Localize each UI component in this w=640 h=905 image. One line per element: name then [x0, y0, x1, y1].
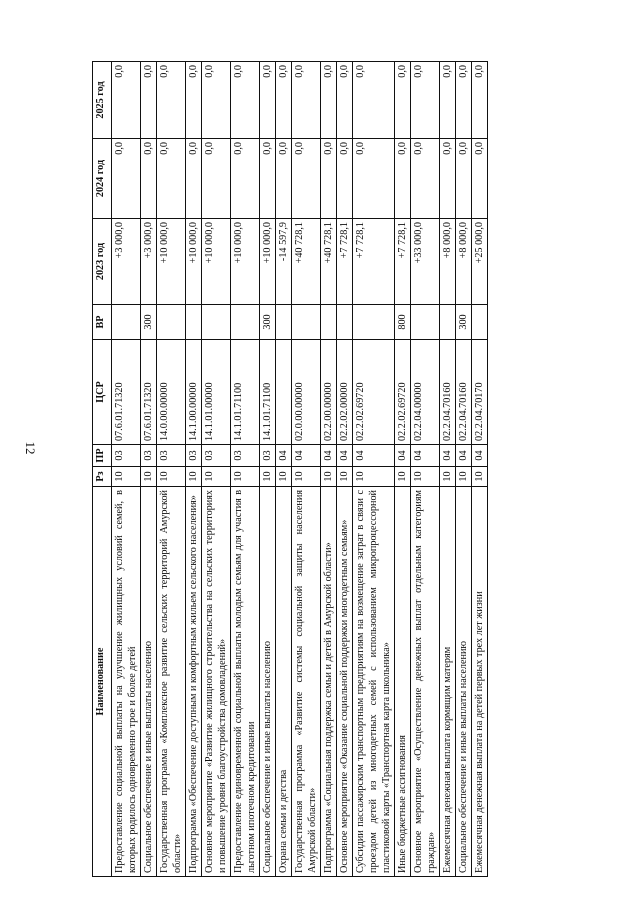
cell-2025: 0,0 [112, 62, 141, 139]
cell-pr: 04 [276, 445, 292, 467]
cell-vr: 300 [456, 305, 472, 340]
cell-pr: 04 [337, 445, 353, 467]
cell-name: Ежемесячная денежная выплата на детей первых трех лет жизни [472, 487, 488, 877]
header-2025: 2025 год [93, 62, 112, 139]
cell-csr: 14.1.01.71100 [231, 340, 260, 445]
table-body [112, 62, 488, 877]
cell-name: Ежемесячная денежная выплата кормящим матерям [440, 487, 456, 877]
cell-csr: 02.2.04.70160 [440, 340, 456, 445]
cell-csr: 14.1.01.71100 [260, 340, 276, 445]
table-row [231, 62, 260, 877]
cell-2024: 0,0 [141, 139, 157, 219]
cell-2023: +40 728,1 [321, 219, 337, 305]
cell-rz: 10 [157, 467, 186, 487]
table-row [472, 62, 488, 877]
cell-csr: 14.1.01.00000 [202, 340, 231, 445]
cell-csr: 02.2.00.00000 [321, 340, 337, 445]
cell-name: Субсидии пассажирским транспортным предприятиям на возмещение затрат в связи с проездом детей из многодетных семей с использованием микропроцессорной пластиковой карты «Транспортная карта школьника» [353, 487, 395, 877]
cell-2023: +10 000,0 [202, 219, 231, 305]
cell-2023: +8 000,0 [440, 219, 456, 305]
table-header-row [93, 62, 112, 877]
cell-name: Охрана семьи и детства [276, 487, 292, 877]
cell-vr [337, 305, 353, 340]
cell-2023: +8 000,0 [456, 219, 472, 305]
cell-2025: 0,0 [440, 62, 456, 139]
cell-vr [440, 305, 456, 340]
cell-rz: 10 [472, 467, 488, 487]
cell-2025: 0,0 [157, 62, 186, 139]
cell-2025: 0,0 [276, 62, 292, 139]
cell-vr [411, 305, 440, 340]
cell-name: Социальное обеспечение и иные выплаты населению [141, 487, 157, 877]
cell-name: Подпрограмма «Социальная поддержка семьи и детей в Амурской области» [321, 487, 337, 877]
cell-pr: 03 [141, 445, 157, 467]
table-row [157, 62, 186, 877]
table-row [321, 62, 337, 877]
cell-csr: 02.2.02.69720 [395, 340, 411, 445]
cell-rz: 10 [395, 467, 411, 487]
cell-2024: 0,0 [440, 139, 456, 219]
cell-2025: 0,0 [260, 62, 276, 139]
budget-table [92, 61, 488, 877]
cell-rz: 10 [353, 467, 395, 487]
cell-name: Государственная программа «Развитие системы социальной защиты населения Амурской области» [292, 487, 321, 877]
cell-2024: 0,0 [472, 139, 488, 219]
table-row [202, 62, 231, 877]
header-vr: ВР [93, 305, 112, 340]
cell-rz: 10 [141, 467, 157, 487]
cell-pr: 04 [456, 445, 472, 467]
table-row [411, 62, 440, 877]
cell-csr: 02.2.02.00000 [337, 340, 353, 445]
cell-2025: 0,0 [353, 62, 395, 139]
cell-2025: 0,0 [321, 62, 337, 139]
cell-rz: 10 [440, 467, 456, 487]
cell-csr: 07.6.01.71320 [141, 340, 157, 445]
cell-rz: 10 [260, 467, 276, 487]
cell-2024: 0,0 [321, 139, 337, 219]
cell-2023: +10 000,0 [186, 219, 202, 305]
table-row [456, 62, 472, 877]
cell-rz: 10 [276, 467, 292, 487]
cell-rz: 10 [292, 467, 321, 487]
cell-vr [321, 305, 337, 340]
table-row [395, 62, 411, 877]
cell-pr: 03 [157, 445, 186, 467]
cell-vr [231, 305, 260, 340]
cell-2023: +3 000,0 [112, 219, 141, 305]
cell-csr: 14.0.00.00000 [157, 340, 186, 445]
header-csr: ЦСР [93, 340, 112, 445]
cell-pr: 03 [231, 445, 260, 467]
cell-csr: 02.0.00.00000 [292, 340, 321, 445]
cell-csr: 02.2.04.00000 [411, 340, 440, 445]
cell-2025: 0,0 [456, 62, 472, 139]
cell-vr [112, 305, 141, 340]
cell-pr: 04 [353, 445, 395, 467]
cell-name: Основное мероприятие «Оказание социальной поддержки многодетным семьям» [337, 487, 353, 877]
cell-2024: 0,0 [456, 139, 472, 219]
cell-vr [202, 305, 231, 340]
cell-csr: 07.6.01.71320 [112, 340, 141, 445]
cell-name: Предоставление социальной выплаты на улучшение жилищных условий семей, в которых родилось одновременно трое и более детей [112, 487, 141, 877]
table-row [260, 62, 276, 877]
cell-2024: 0,0 [202, 139, 231, 219]
cell-pr: 03 [202, 445, 231, 467]
cell-name: Основное мероприятие «Развитие жилищного строительства на сельских территориях и повышение уровня благоустройства домовладений» [202, 487, 231, 877]
cell-2024: 0,0 [157, 139, 186, 219]
header-rz: Рз [93, 467, 112, 487]
cell-2025: 0,0 [292, 62, 321, 139]
cell-csr: 02.2.04.70160 [456, 340, 472, 445]
cell-2023: +7 728,1 [395, 219, 411, 305]
cell-vr [157, 305, 186, 340]
table-row [141, 62, 157, 877]
table-row [186, 62, 202, 877]
table-row [292, 62, 321, 877]
cell-pr: 03 [260, 445, 276, 467]
cell-2025: 0,0 [186, 62, 202, 139]
cell-pr: 04 [411, 445, 440, 467]
cell-vr [186, 305, 202, 340]
cell-csr: 02.2.02.69720 [353, 340, 395, 445]
table-row [112, 62, 141, 877]
header-2023: 2023 год [93, 219, 112, 305]
cell-rz: 10 [337, 467, 353, 487]
cell-vr: 300 [260, 305, 276, 340]
cell-name: Иные бюджетные ассигнования [395, 487, 411, 877]
cell-csr [276, 340, 292, 445]
page-number: 12 [23, 441, 38, 455]
cell-rz: 10 [231, 467, 260, 487]
cell-name: Основное мероприятие «Осуществление денежных выплат отдельным категориям граждан» [411, 487, 440, 877]
cell-2024: 0,0 [337, 139, 353, 219]
cell-rz: 10 [186, 467, 202, 487]
cell-2025: 0,0 [141, 62, 157, 139]
table-row [276, 62, 292, 877]
cell-2024: 0,0 [353, 139, 395, 219]
cell-2024: 0,0 [411, 139, 440, 219]
cell-name: Государственная программа «Комплексное развитие сельских территорий Амурской области» [157, 487, 186, 877]
cell-2024: 0,0 [231, 139, 260, 219]
table-row [440, 62, 456, 877]
cell-name: Социальное обеспечение и иные выплаты населению [260, 487, 276, 877]
cell-2023: +10 000,0 [260, 219, 276, 305]
header-pr: ПР [93, 445, 112, 467]
header-2024: 2024 год [93, 139, 112, 219]
cell-2024: 0,0 [260, 139, 276, 219]
cell-vr [353, 305, 395, 340]
cell-pr: 04 [321, 445, 337, 467]
cell-rz: 10 [411, 467, 440, 487]
cell-2025: 0,0 [411, 62, 440, 139]
cell-2023: -14 597,9 [276, 219, 292, 305]
cell-2024: 0,0 [276, 139, 292, 219]
cell-rz: 10 [456, 467, 472, 487]
cell-name: Предоставление единовременной социальной выплаты молодым семьям для участия в льготном ипотечном кредитовании [231, 487, 260, 877]
cell-pr: 04 [395, 445, 411, 467]
cell-2025: 0,0 [472, 62, 488, 139]
cell-2023: +40 728,1 [292, 219, 321, 305]
cell-2023: +10 000,0 [231, 219, 260, 305]
table-row [353, 62, 395, 877]
cell-name: Подпрограмма «Обеспечение доступным и комфортным жильем сельского населения» [186, 487, 202, 877]
cell-2023: +10 000,0 [157, 219, 186, 305]
cell-pr: 03 [112, 445, 141, 467]
table-row [337, 62, 353, 877]
cell-csr: 14.1.00.00000 [186, 340, 202, 445]
rotated-page-content [92, 62, 602, 877]
cell-2024: 0,0 [112, 139, 141, 219]
cell-pr: 04 [440, 445, 456, 467]
cell-2024: 0,0 [186, 139, 202, 219]
cell-2025: 0,0 [231, 62, 260, 139]
cell-name: Социальное обеспечение и иные выплаты населению [456, 487, 472, 877]
cell-2024: 0,0 [292, 139, 321, 219]
cell-vr [276, 305, 292, 340]
cell-2023: +7 728,1 [337, 219, 353, 305]
cell-rz: 10 [202, 467, 231, 487]
cell-2023: +3 000,0 [141, 219, 157, 305]
cell-csr: 02.2.04.70170 [472, 340, 488, 445]
cell-2025: 0,0 [202, 62, 231, 139]
cell-rz: 10 [112, 467, 141, 487]
cell-pr: 04 [292, 445, 321, 467]
cell-2024: 0,0 [395, 139, 411, 219]
cell-pr: 03 [186, 445, 202, 467]
cell-2023: +25 000,0 [472, 219, 488, 305]
cell-vr: 300 [141, 305, 157, 340]
cell-vr [472, 305, 488, 340]
cell-rz: 10 [321, 467, 337, 487]
cell-2025: 0,0 [395, 62, 411, 139]
header-name: Наименование [93, 487, 112, 877]
cell-pr: 04 [472, 445, 488, 467]
cell-2023: +33 000,0 [411, 219, 440, 305]
cell-2023: +7 728,1 [353, 219, 395, 305]
cell-vr [292, 305, 321, 340]
cell-2025: 0,0 [337, 62, 353, 139]
cell-vr: 800 [395, 305, 411, 340]
